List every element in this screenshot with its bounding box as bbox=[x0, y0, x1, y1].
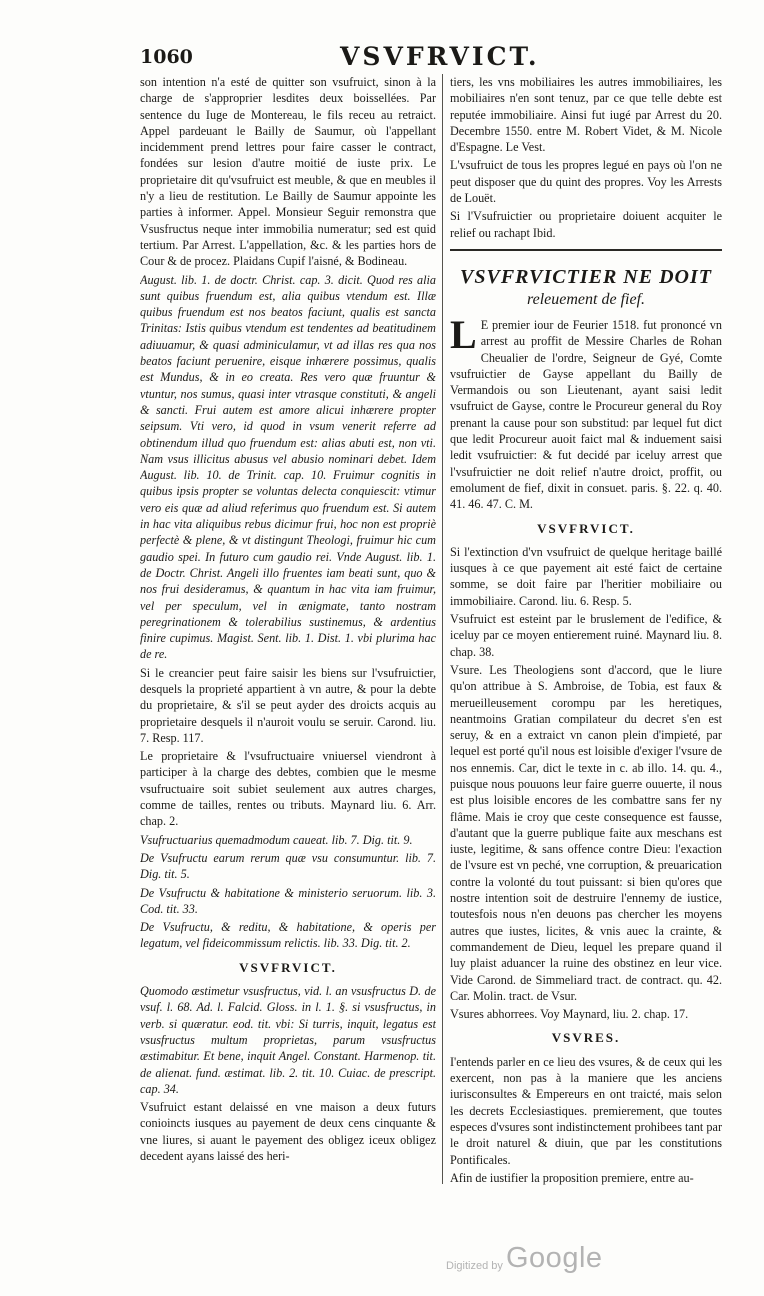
drop-cap: L bbox=[450, 311, 477, 357]
right-column bbox=[450, 74, 722, 1186]
right-paragraph: Si l'Vsufruictier ou proprietaire doiuent acquiter le relief ou rachapt Ibid. bbox=[450, 209, 722, 240]
right-paragraph: Vsures abhorrees. Voy Maynard, liu. 2. chap. 17. bbox=[450, 1007, 689, 1022]
left-paragraph: Le proprietaire & l'vsufructuaire vniuersel viendront à participer à la charge des debtes, combien que le mesme vsufructuaire soit subiet seulement aux autres charges, comme de tailles, rentes ou tributs. Maynard liu. 6. Arr. chap. 2. bbox=[140, 749, 436, 829]
right-paragraph: Vsufruict est esteint par le bruslement de l'edifice, & iceluy par ce moyen entierement ruiné. Maynard liu. 8. chap. 38. bbox=[450, 612, 722, 659]
section-heading: VSVFRVICT. bbox=[239, 959, 337, 975]
chapter-title: VSVFRVICTIER NE DOIT bbox=[460, 265, 712, 288]
left-latin-paragraph: August. lib. 1. de doctr. Christ. cap. 3. dicit. Quod res alia sunt quibus fruendum est, alia quibus vtendum est. Illæ quibus fruendum est nos beatos faciunt, qualis est sancta Trinitas: Istis quibus vtendum est tendentes ad beatitudinem adiuuamur, & quasi adminiculamur, vt ad illas res qua nos beatos faciunt peruenire, eisque inhærere possimus, qualis est Mundus, & in eo creata. Res vero quæ fruuntur & vtuntur, nos sumus, quasi inter vtrasque constituti, & angeli & sancti. Frui autem est amore alicui inhærere propter seipsum. Vti vero, id quod in vsum venerit referre ad obtinendum illud quo fruendum est: alias abuti est, non vti. Nam vsus illicitus abusus vel abusio nominari debet. Idem August. lib. 10. de Trinit. cap. 10. Fruimur cognitis in quibus ipsis propter se voluntas delecta conquiescit: vtimur vero eis quæ ad aliud referimus quo fruendum est. Si autem in hac vita aliquibus rebus dicimur frui, hoc non est propriè perfectè & plene, & vt distingunt Theologi, fruimur hic cum gaudio spei. In futuro cum gaudio rei. Vnde August. lib. 1. de Doctr. Christ. Angeli illo fruentes iam beati sunt, quo & nos frui desideramus, & quantum in hac vita iam fruimur, vel per speculum, vel in ænigmate, tanto nostram peregrinationem & tolerabilius sustinemus, & ardentius finire cupimus. Magist. Sent. lib. 1. Dist. 1. vbi plurima hac de re. bbox=[140, 272, 436, 662]
right-paragraph: Si l'extinction d'vn vsufruict de quelque heritage baillé iusques à ce que payement ait esté faict de certaine somme, se doit faire par l'heritier mobiliaire ou immobiliaire. Carond. liu. 6. Resp. 5. bbox=[450, 544, 722, 608]
intro-text: E premier iour de Feurier 1518. fut prononcé vn arrest au proffit de Messire Charles de Rohan Cheualier de l'ordre, Seigneur de Gyé, Comte vsufruictier de Gayse appellant du Bailly de Vermandois ou son Lieutenant, ayant saisi ledit vsufruict de Gayse, contre le Procureur general du Roy prenant la cause pour son substitud: par lequel fut dict que ledit Procureur auoit faict mal & induement saisi ledit vsufruictier: & fut decidé par iceluy arrest que l'vsufruictier ne doit relief n'autre droict, proffit, ou emolument de fief, dixit in consuet. paris. §. 22. q. 40. 41. 46. 47. C. M. bbox=[450, 317, 722, 512]
right-paragraph: I'entends parler en ce lieu des vsures, & de ceux qui les exercent, non pas à la maniere que les anciens iurisconsultes & Empereurs en ont traicté, mais selon les decrets Ecclesiastiques. premierement, que toutes especes d'vsures sont indistinctement prohibees tant par le droit naturel & diuin, que par les constitutions Pontificales. bbox=[450, 1054, 722, 1167]
left-citation: De Vsufructu & habitatione & ministerio seruorum. lib. 3. Cod. tit. 33. bbox=[140, 885, 436, 916]
running-head: VSVFRVICT. bbox=[340, 42, 540, 71]
page-header bbox=[0, 42, 764, 72]
digitized-by-label: Digitized by bbox=[446, 1260, 503, 1272]
chapter-title-block bbox=[450, 249, 722, 311]
google-logo: Google bbox=[506, 1242, 603, 1274]
left-latin-paragraph: Quomodo æstimetur vsusfructus, vid. l. an vsusfructus D. de vsuf. l. 68. Ad. l. Falcid. Gloss. in l. 1. §. si vsusfructus, in verb. si quæratur. eod. tit. vbi: Si turris, inquit, legatus est vsusfructus multum proprietas, parum vsusfructus æstimabitur. Et bene, inquit Angel. Constant. Harmenop. tit. de alienat. fund. æstimat. lib. 2. tit. 10. Cuiac. de prescript. cap. 34. bbox=[140, 984, 436, 1096]
left-paragraph: Si le creancier peut faire saisir les biens sur l'vsufruictier, desquels la proprieté appartient à vn autre, & pour la debte du proprietaire, & s'il se peut ayder des droicts acquis au proprietaire desquels il n'auroit voulu se seruir. Carond. liu. 7. Resp. 117. bbox=[140, 665, 436, 745]
left-paragraph: son intention n'a esté de quitter son vsufruict, sinon à la charge de s'approprier lesdites deux boissellées. Par sentence du Iuge de Montereau, le fils receu au retraict. Appel pardeuant le Bailly de Saumur, où l'appellant incidemment prend lettres pour faire casser le contract, fondées sur lesion d'autre moitié de iuste prix. Le proprietaire dit qu'vsufruict est meuble, & que en meubles il n'y a lieu de restitution. Le Bailly de Saumur appointe les parties à informer. Appel. Monsieur Seguir remonstra que Vsusfructus neque inter immobilia numeratur; sed est quid tertium. Par Arrest. L'appellation, &c. & les parties hors de Cour & de procez. Plaidans Cupif l'aisné, & Bodineau. bbox=[140, 75, 436, 269]
right-paragraph: Vsure. Les Theologiens sont d'accord, que le liure qu'on attribue à S. Ambroise, de Tobia, est faux & merueilleusement corompu par les heretiques, neantmoins Gratian compilateur du decret s'en est seruy, & en a extraict vn canon plein d'impieté, par lequel est porté qu'il nous est loisible d'exiger l'vsure de nos ennemis. Car, dict le texte in c. ab illo. 14. qu. 4., puisque nous pouuons leur faire guerre ouuerte, il nous est plus loisible encores de les combattre sans fer ny flâme. Mais ie croy que ceste consequence est fausse, d'autant que la guerre publique faite aux meschans est iuste, legitime, & sans offence contre Dieu: l'exaction de l'vsure est vn peché, vne corruption, & preuarication contre la volonté du tout puissant: si bien qu'ores que nostre intention soit de destruire l'ennemy de iustice, toutesfois nous n'en deuons pas chercher les moyens autres que iustes, licites, & vnis auec la crainte, & commandement de Dieu, lequel les prepare quand il luy plaist aduancer la ruine des obstinez en leur vice. Vide Carond. de Simmeliard tract. de contract. qu. 42. Car. Molin. tract. de Vsur. bbox=[450, 662, 722, 1003]
column-rule bbox=[442, 74, 443, 1184]
left-paragraph: Vsufruict estant delaissé en vne maison a deux futurs conioincts iusques au payement de deux cens cinquante & vne liures, si auant le payement des obligez iceux obligez decedent ayans laissé des heri- bbox=[140, 1100, 436, 1163]
left-citation: Vsufructuarius quemadmodum caueat. lib. 7. Dig. tit. 9. bbox=[140, 832, 413, 847]
intro-paragraph bbox=[450, 311, 722, 513]
chapter-subtitle: releuement de fief. bbox=[526, 290, 646, 308]
digitized-by-watermark bbox=[446, 1242, 666, 1282]
left-citation: De Vsufructu, & reditu, & habitatione, & operis per legatum, vel fideicommissum relictis. lib. 33. Dig. tit. 2. bbox=[140, 920, 436, 951]
section-heading: VSVRES. bbox=[551, 1030, 621, 1046]
right-paragraph: Afin de iustifier la proposition premiere, entre au- bbox=[450, 1170, 694, 1185]
right-paragraph: L'vsufruict de tous les propres legué en pays où l'on ne peut disposer que du quint des propres. Voy les Arrests de Louët. bbox=[450, 158, 722, 206]
page-number: 1060 bbox=[140, 46, 193, 68]
left-citation: De Vsufructu earum rerum quæ vsu consumuntur. lib. 7. Dig. tit. 5. bbox=[140, 850, 436, 882]
right-paragraph: tiers, les vns mobiliaires les autres immobiliaires, les mobiliaires n'en sont tenuz, par ce que telle debte est reputée immobiliaire. Ainsi fut iugé par Arrest du 20. Decembre 1550. entre M. Robert Videt, & M. Nicole d'Espagne. Le Vest. bbox=[450, 75, 722, 155]
left-column bbox=[140, 74, 436, 1186]
section-heading: VSVFRVICT. bbox=[537, 520, 635, 536]
